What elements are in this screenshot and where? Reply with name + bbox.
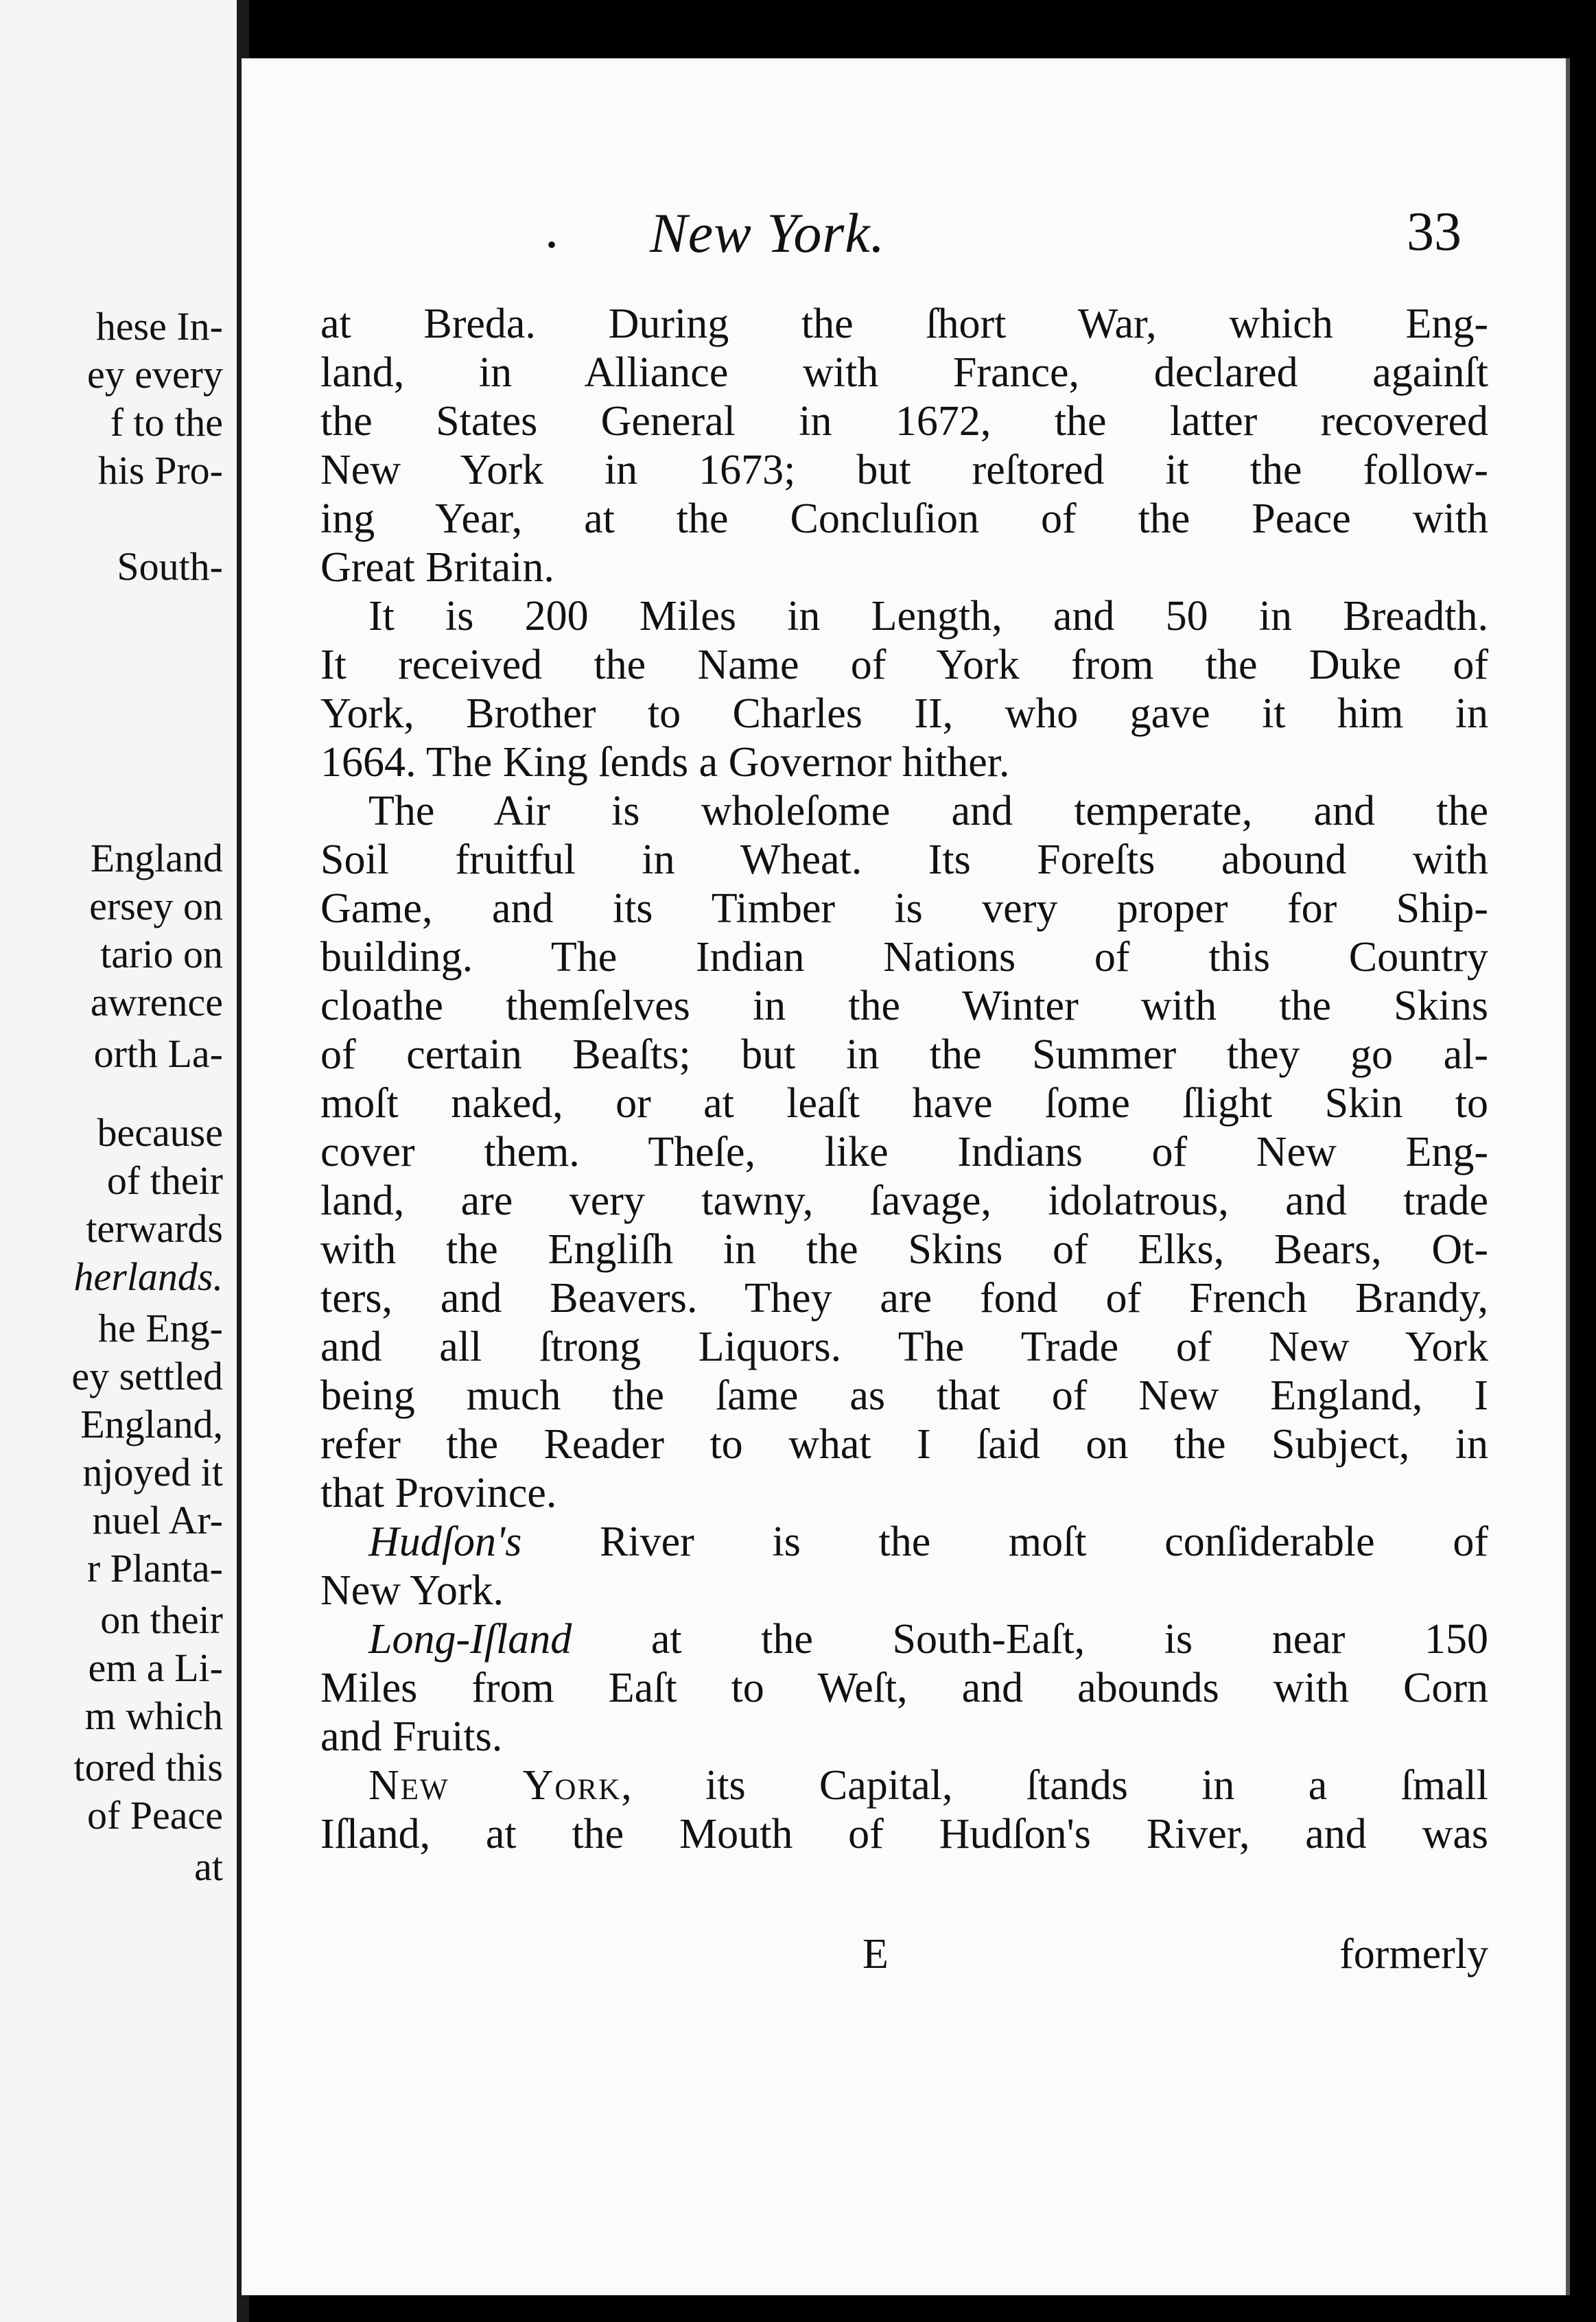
- left-page-text-fragment: on their: [100, 1597, 223, 1642]
- left-page-text-fragment: hese In-: [95, 304, 223, 349]
- text-line: land, in Alliance with France, declared againſt: [320, 349, 1488, 396]
- text-line: the States General in 1672, the latter recovered: [320, 398, 1488, 445]
- city-name: New York: [368, 1762, 622, 1809]
- left-page-text-fragment: orth La-: [93, 1031, 223, 1076]
- left-page-text-fragment: at: [194, 1844, 223, 1889]
- island-name: Long-Iſland: [368, 1616, 572, 1663]
- left-page-text-fragment: em a Li-: [88, 1645, 223, 1690]
- text-run: River is the moſt conſiderable of: [521, 1518, 1488, 1565]
- text-line: being much the ſame as that of New England, I: [320, 1372, 1488, 1419]
- text-line: 1664. The King ſends a Governor hither.: [320, 739, 1010, 786]
- text-line: moſt naked, or at leaſt have ſome ſlight Skin to: [320, 1080, 1488, 1127]
- left-page-text-fragment: tored this: [73, 1745, 223, 1790]
- left-page-text-fragment: he Eng-: [98, 1306, 223, 1350]
- text-line: New York.: [320, 1567, 504, 1614]
- page-number: 33: [1407, 202, 1462, 262]
- text-line: ing Year, at the Concluſion of the Peace with: [320, 495, 1488, 542]
- text-line: York, Brother to Charles II, who gave it him in: [320, 690, 1488, 737]
- text-line: New York in 1673; but reſtored it the follow-: [320, 447, 1488, 493]
- text-line: cloathe themſelves in the Winter with the Skins: [320, 983, 1488, 1029]
- text-line: that Province.: [320, 1470, 557, 1516]
- left-page-text-fragment: nuel Ar-: [92, 1498, 223, 1543]
- left-page-text-fragment: terwards: [86, 1206, 223, 1251]
- signature-mark: E: [862, 1931, 889, 1978]
- text-line: Miles from Eaſt to Weſt, and abounds with Corn: [320, 1665, 1488, 1711]
- left-page-text-fragment: herlands.: [73, 1254, 223, 1299]
- text-line: [320, 1518, 1488, 1567]
- page-title: New York.: [650, 202, 886, 264]
- text-line: land, are very tawny, ſavage, idolatrous, and trade: [320, 1177, 1488, 1224]
- text-line: Soil fruitful in Wheat. Its Foreſts abound with: [320, 836, 1488, 883]
- left-page-text-fragment: his Pro-: [97, 448, 223, 493]
- left-page-text-fragment: England: [90, 836, 223, 880]
- left-page-text-fragment: South-: [117, 544, 223, 589]
- left-page-text-fragment: of Peace: [86, 1793, 223, 1838]
- text-line: with the Engliſh in the Skins of Elks, Bears, Ot-: [320, 1226, 1488, 1273]
- left-page-text-fragment: of their: [106, 1158, 223, 1203]
- text-line: It received the Name of York from the Duke of: [320, 642, 1488, 688]
- text-line: cover them. Theſe, like Indians of New Eng-: [320, 1129, 1488, 1175]
- left-page-text-fragment: tario on: [100, 932, 223, 976]
- text-line: at Breda. During the ſhort War, which Eng-: [320, 301, 1488, 347]
- page-footer: [320, 1930, 1488, 1985]
- text-line: building. The Indian Nations of this Country: [320, 934, 1488, 981]
- left-page-text-fragment: because: [97, 1110, 223, 1155]
- text-line: ters, and Beavers. They are fond of French Brandy,: [320, 1275, 1488, 1322]
- text-run: at the South-Eaſt, is near 150: [572, 1616, 1488, 1663]
- left-page-text-fragment: f to the: [110, 400, 223, 445]
- text-line: The Air is wholeſome and temperate, and the: [368, 788, 1488, 834]
- left-page-text-fragment: awrence: [90, 980, 223, 1024]
- text-line: and Fruits.: [320, 1713, 503, 1760]
- left-page-text-fragment: r Planta-: [86, 1546, 223, 1591]
- printer-dot-mark: •: [547, 229, 557, 260]
- left-page-text-fragment: m which: [84, 1693, 223, 1738]
- right-page: [242, 58, 1566, 2295]
- text-line: refer the Reader to what I ſaid on the Subject, in: [320, 1421, 1488, 1468]
- text-line: It is 200 Miles in Length, and 50 in Breadth.: [368, 593, 1488, 640]
- left-page-text-fragment: ey every: [86, 352, 223, 397]
- left-page-text-fragment: England,: [80, 1402, 223, 1446]
- catchword: formerly: [1339, 1931, 1488, 1978]
- text-line: Game, and its Timber is very proper for Ship-: [320, 885, 1488, 932]
- left-page-text-fragment: ey settled: [71, 1354, 223, 1398]
- left-facing-page: [0, 0, 237, 2322]
- text-line: Great Britain.: [320, 544, 554, 591]
- text-line: Iſland, at the Mouth of Hudſon's River, and was: [320, 1811, 1488, 1857]
- text-run: , its Capital, ſtands in a ſmall: [621, 1762, 1488, 1809]
- body-text: [320, 300, 1488, 1859]
- river-name: Hudſon's: [368, 1518, 522, 1565]
- text-line: of certain Beaſts; but in the Summer they go al-: [320, 1031, 1488, 1078]
- left-page-text-fragment: njoyed it: [82, 1450, 223, 1494]
- left-page-text-fragment: ersey on: [89, 884, 223, 928]
- text-line: and all ſtrong Liquors. The Trade of New York: [320, 1324, 1488, 1370]
- text-line: [320, 1615, 1488, 1664]
- running-head: [242, 58, 1566, 264]
- text-line: [320, 1761, 1488, 1810]
